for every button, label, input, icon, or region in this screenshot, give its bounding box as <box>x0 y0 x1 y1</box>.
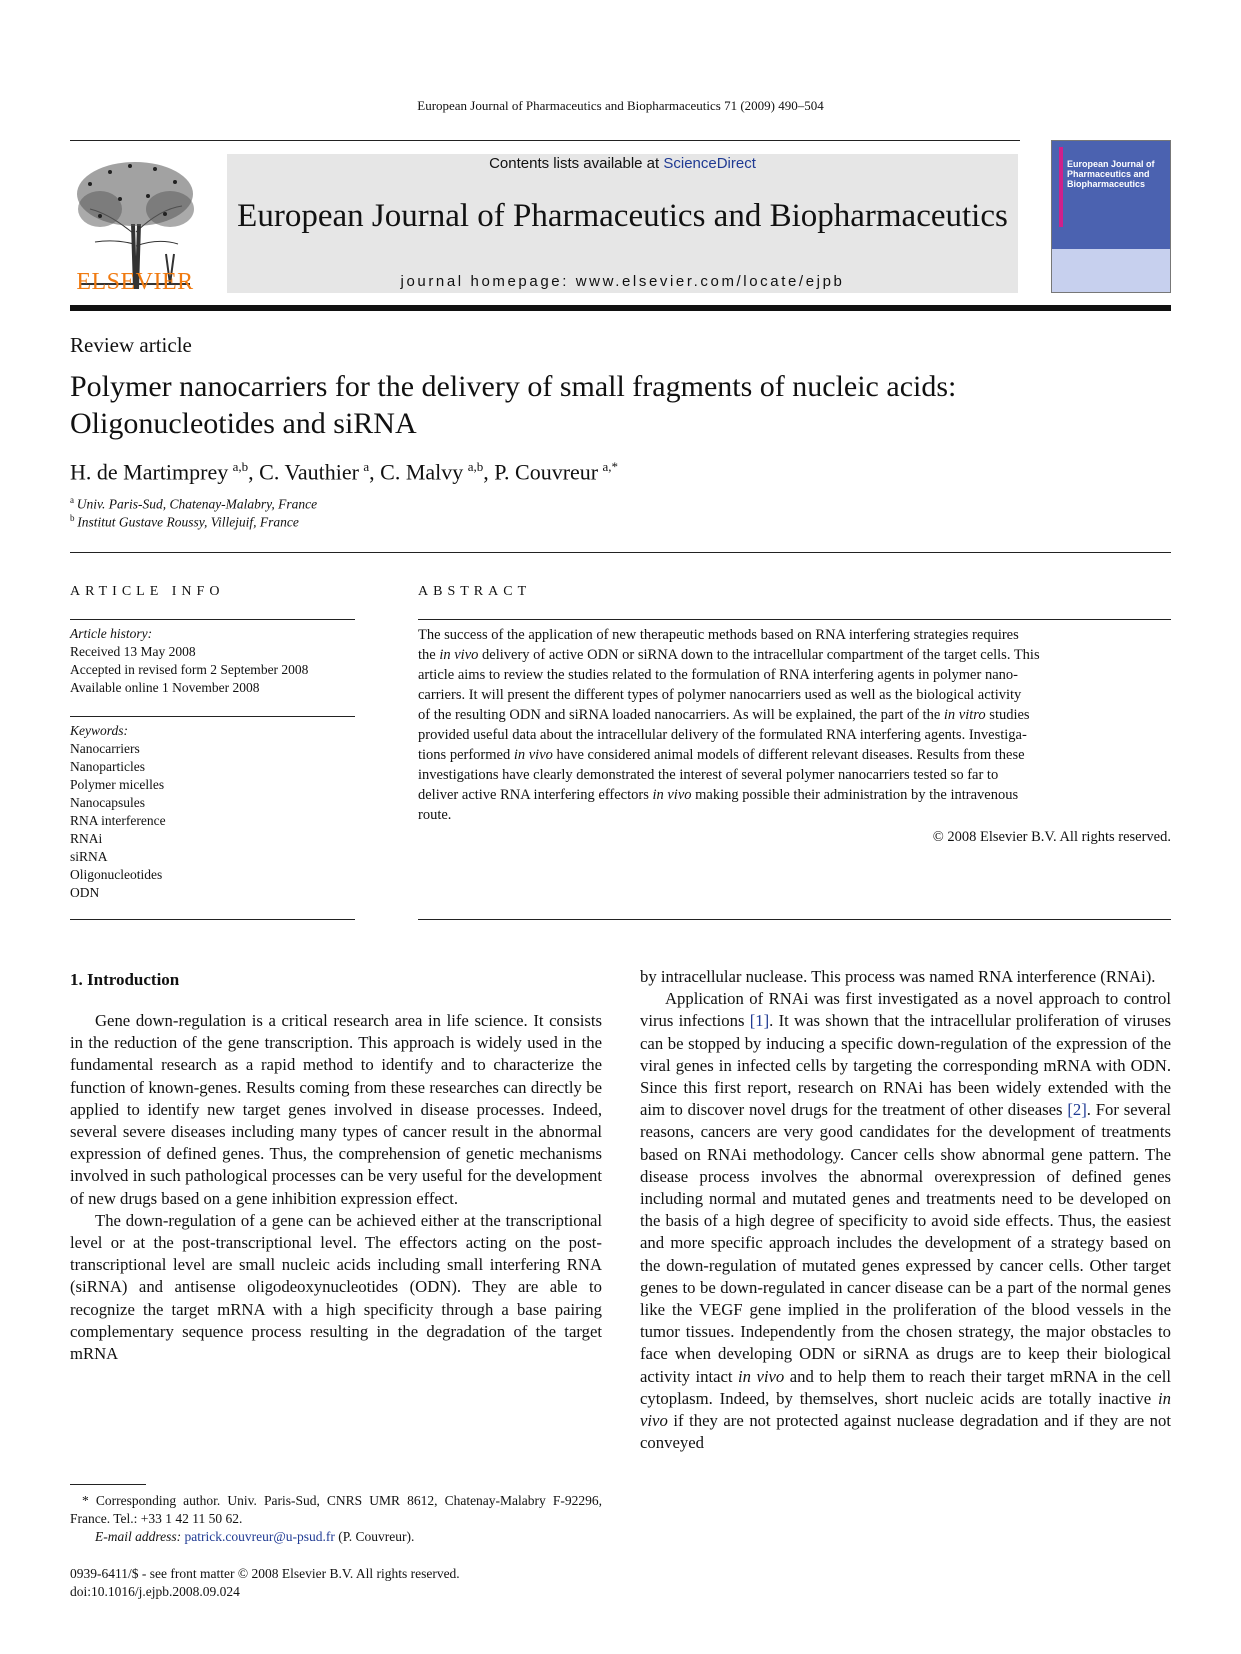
issn-doi <box>70 1565 460 1601</box>
abstract-copyright: © 2008 Elsevier B.V. All rights reserved. <box>932 829 1171 845</box>
journal-cover-thumbnail <box>1051 140 1171 293</box>
history-online: Available online 1 November 2008 <box>70 680 260 695</box>
abstract-line: carriers. It will present the different types of polymer nanocarriers used as well as the biological activity <box>418 687 1022 703</box>
keywords-label: Keywords: <box>70 723 128 738</box>
abstract-line: of the resulting ODN and siRNA loaded nanocarriers. As will be explained, the part of the in vitro studies <box>418 707 1030 723</box>
abstract-text <box>418 625 1171 825</box>
abstract-rule <box>418 619 1171 620</box>
article-info-rule <box>70 619 355 620</box>
email-line <box>70 1528 602 1546</box>
history-received: Received 13 May 2008 <box>70 644 196 659</box>
body-column-left <box>70 1010 602 1365</box>
journal-banner <box>227 154 1018 293</box>
abstract-line: route. <box>418 807 452 823</box>
contents-line <box>227 155 1018 172</box>
keyword: RNAi <box>70 831 103 846</box>
journal-citation: European Journal of Pharmaceutics and Biopharmaceutics 71 (2009) 490–504 <box>417 98 824 113</box>
abstract-bottom-rule <box>418 919 1171 920</box>
header-thick-rule <box>70 305 1171 311</box>
body-paragraph: Application of RNAi was first investigated as a novel approach to control virus infections [1]. It was shown that the intracellular proliferation of viruses can be stopped by inducing a specific down-regulation of the expression of the viral genes in infected cells by targeting the corresponding mRNA with ODN. Since this first report, research on RNAi has been widely extended with the aim to discover novel drugs for the treatment of other diseases [2]. For several reasons, cancers are very good candidates for the development of treatments based on RNAi methodology. Cancer cells show abnormal gene pattern. The disease process involves the abnormal overexpression of defined genes including normal and mutated genes and treatments need to be developed on the basis of a high degree of specificity to avoid side effects. Thus, the easiest and more specific approach includes the development of a strategy based on the down-regulation of mutated genes expressed by cancer cells. Other target genes to be down-regulated in cancer disease can be a part of the normal genes like the VEGF gene implied in the proliferation of the blood vessels in the tumor tissues. Independently from the chosen strategy, the major obstacles to face when developing ODN or siRNA as drugs are to keep their biological activity intact in vivo and to help them to reach their target mRNA in the cell cytoplasm. Indeed, by themselves, short nucleic acids are totally inactive in vivo if they are not protected against nuclease degradation and if they are not conveyed <box>640 989 1172 1453</box>
abstract-line: tions performed in vivo have considered animal models of different relevant diseases. Results from these <box>418 747 1025 763</box>
affiliation-a <box>70 495 670 513</box>
article-type: Review article <box>70 333 192 357</box>
author[interactable]: C. Vauthier <box>259 459 359 485</box>
abstract-line: article aims to review the studies related to the formulation of RNA interfering agents in polymer nano- <box>418 667 1018 683</box>
journal-title: European Journal of Pharmaceutics and Biopharmaceutics <box>237 198 1008 234</box>
abstract-line: The success of the application of new therapeutic methods based on RNA interfering strategies requires <box>418 627 1019 643</box>
author-affil-mark: a,* <box>602 459 619 474</box>
keyword: Nanoparticles <box>70 759 145 774</box>
publisher-logo-text: ELSEVIER <box>76 269 194 295</box>
history-accepted: Accepted in revised form 2 September 2008 <box>70 662 309 677</box>
author-affil-mark: a <box>363 459 370 474</box>
issn-line: 0939-6411/$ - see front matter © 2008 Elsevier B.V. All rights reserved. <box>70 1566 460 1581</box>
keyword: RNA interference <box>70 813 166 828</box>
author-separator: , <box>248 459 260 485</box>
section-heading: 1. Introduction <box>70 970 180 989</box>
keywords-rule <box>70 716 355 717</box>
title-block-rule <box>70 552 1171 553</box>
abstract-heading: ABSTRACT <box>418 584 532 599</box>
title-line-2: Oligonucleotides and siRNA <box>70 407 417 440</box>
email-suffix: (P. Couvreur). <box>334 1529 415 1544</box>
article-title <box>70 368 1170 442</box>
contents-prefix: Contents lists available at <box>489 155 664 172</box>
abstract-line: investigations have clearly demonstrated the interest of several polymer nanocarriers tested so far to <box>418 767 999 783</box>
body-paragraph: The down-regulation of a gene can be achieved either at the transcriptional level or at the post-transcriptional level. The effectors acting on the post-transcriptional level are small nucleic acids including small interfering RNA (siRNA) and antisense oligodeoxynucleotides (ODN). They are able to recognize the target mRNA with a high specificity through a base pairing complementary sequence process resulting in the degradation of the target mRNA <box>70 1210 602 1364</box>
author[interactable]: H. de Martimprey <box>70 459 229 485</box>
article-history <box>70 625 355 697</box>
author-separator: , <box>369 459 381 485</box>
body-column-right <box>640 966 1171 1454</box>
author[interactable]: C. Malvy <box>380 459 464 485</box>
email-label: E-mail address: <box>95 1529 185 1544</box>
body-paragraph: Gene down-regulation is a critical research area in life science. It consists in the reduction of the gene transcription. This approach is widely used in the fundamental research as a rapid method to identify and to characterize the function of known-genes. Results coming from these researches can directly be applied to identify new target genes involved in disease processes. Indeed, several severe diseases including many types of cancer result in the abnormal expression of defined genes. Thus, the comprehension of genetic mechanisms involved in such pathological processes can be very useful for the development of new drugs based on a gene inhibition expression effect. <box>70 1011 602 1208</box>
keyword: Polymer micelles <box>70 777 165 792</box>
doi-line[interactable]: doi:10.1016/j.ejpb.2008.09.024 <box>70 1584 240 1599</box>
affiliation-b <box>70 513 670 531</box>
keyword: Nanocapsules <box>70 795 145 810</box>
author-list <box>70 459 618 485</box>
keyword: siRNA <box>70 849 108 864</box>
article-info-heading: ARTICLE INFO <box>70 584 225 599</box>
footnote-rule <box>70 1484 146 1485</box>
author-separator: , <box>483 459 495 485</box>
affil-text: Institut Gustave Roussy, Villejuif, France <box>77 514 299 530</box>
abstract-line: the in vivo delivery of active ODN or siRNA down to the intracellular compartment of the target cells. This <box>418 647 1040 663</box>
sciencedirect-link[interactable]: ScienceDirect <box>663 155 756 172</box>
keyword: Oligonucleotides <box>70 867 163 882</box>
author[interactable]: P. Couvreur <box>494 459 599 485</box>
abstract-line: provided useful data about the intracellular delivery of the formulated RNA interfering agents. Investiga- <box>418 727 1027 743</box>
affil-mark: b <box>70 513 75 523</box>
header-rule <box>70 140 1020 141</box>
body-paragraph: by intracellular nuclease. This process was named RNA interference (RNAi). <box>640 967 1156 986</box>
article-info-bottom-rule <box>70 919 355 920</box>
cover-accent-strip <box>1059 147 1063 227</box>
keyword: Nanocarriers <box>70 741 140 756</box>
cover-bottom-panel <box>1052 249 1170 293</box>
corresponding-author-note: * Corresponding author. Univ. Paris-Sud, CNRS UMR 8612, Chatenay-Malabry F-92296, France. Tel.: +33 1 42 11 50 62. <box>70 1493 602 1526</box>
keyword: ODN <box>70 885 100 900</box>
affil-mark: a <box>70 495 74 505</box>
footnote <box>70 1492 602 1546</box>
title-line-1: Polymer nanocarriers for the delivery of small fragments of nucleic acids: <box>70 370 957 403</box>
email-link[interactable]: patrick.couvreur@u-psud.fr <box>184 1529 335 1544</box>
affil-text: Univ. Paris-Sud, Chatenay-Malabry, France <box>76 496 318 512</box>
author-affil-mark: a,b <box>467 459 484 474</box>
journal-homepage[interactable]: journal homepage: www.elsevier.com/locate/ejpb <box>400 273 845 290</box>
cover-title: European Journal of Pharmaceutics and Biopharmaceutics <box>1067 159 1155 189</box>
history-label: Article history: <box>70 626 153 641</box>
keywords-list <box>70 722 355 902</box>
author-affil-mark: a,b <box>232 459 249 474</box>
abstract-line: deliver active RNA interfering effectors in vivo making possible their administration by the intravenous <box>418 787 1019 803</box>
